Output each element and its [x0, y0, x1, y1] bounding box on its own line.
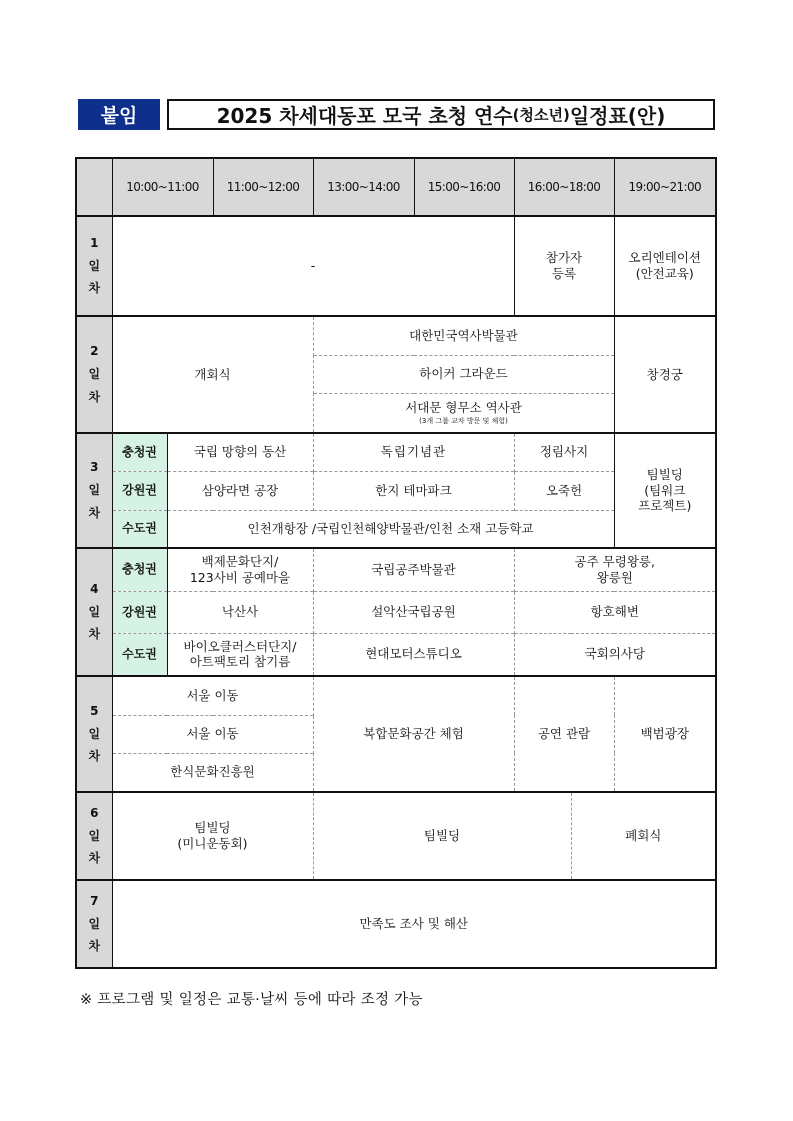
day1-orientation: 오리엔테이션 (안전교육) [614, 216, 716, 316]
col-header: 13:00~14:00 [313, 158, 414, 216]
title-main: 2025 차세대동포 모국 초청 연수 [216, 104, 513, 128]
day2-activity: 대한민국역사박물관 [313, 316, 614, 355]
day4-activity: 바이오클러스터단지/ 아트팩토리 참기름 [167, 633, 313, 676]
day3-activity: 한지 테마파크 [313, 471, 514, 510]
document-title [167, 99, 715, 130]
col-header: 11:00~12:00 [213, 158, 313, 216]
region-label: 수도권 [112, 633, 167, 676]
day2-palace: 창경궁 [614, 316, 716, 433]
day5-performance: 공연 관람 [514, 676, 614, 792]
day4-row [76, 633, 716, 676]
corner-cell [76, 158, 112, 216]
day-label: 3일차 [76, 433, 112, 548]
col-header: 16:00~18:00 [514, 158, 614, 216]
day2-note: (3개 그룹 교차 방문 및 체험) [419, 416, 508, 425]
document-header [78, 98, 715, 131]
day4-activity: 설악산국립공원 [313, 591, 514, 633]
day6-closing: 폐회식 [571, 792, 716, 880]
day5-culture: 복합문화공간 체험 [313, 676, 514, 792]
col-header: 15:00~16:00 [414, 158, 514, 216]
title-paren: (청소년) [512, 106, 570, 124]
region-label: 강원권 [112, 471, 167, 510]
day3-activity: 국립 망향의 동산 [167, 433, 313, 471]
day3-activity: 독립기념관 [313, 433, 514, 471]
day3-teambuilding: 팀빌딩 (팀워크 프로젝트) [614, 433, 716, 548]
day-label: 2일차 [76, 316, 112, 433]
day4-row [76, 591, 716, 633]
footnote: ※ 프로그램 및 일정은 교통·날씨 등에 따라 조정 가능 [80, 992, 423, 1008]
day-label: 4일차 [76, 548, 112, 676]
day-label: 7일차 [76, 880, 112, 968]
day3-activity: 오죽헌 [514, 471, 614, 510]
day4-activity: 국립공주박물관 [313, 548, 514, 591]
day1-registration: 참가자 등록 [514, 216, 614, 316]
region-label: 수도권 [112, 510, 167, 548]
day3-activity: 인천개항장 /국립인천해양박물관/인천 소재 고등학교 [167, 510, 614, 548]
day5-row [76, 676, 716, 715]
day4-activity: 공주 무령왕릉, 왕릉원 [514, 548, 716, 591]
day1-morning: - [112, 216, 514, 316]
col-header: 10:00~11:00 [112, 158, 213, 216]
day7-row [76, 880, 716, 968]
day-label: 6일차 [76, 792, 112, 880]
day5-move: 서울 이동 [112, 676, 313, 715]
day6-minigames: 팀빌딩 (미니운동회) [112, 792, 313, 880]
day-label: 1일차 [76, 216, 112, 316]
day3-row [76, 433, 716, 471]
day4-activity: 현대모터스튜디오 [313, 633, 514, 676]
region-label: 강원권 [112, 591, 167, 633]
attachment-badge: 붙임 [78, 99, 160, 130]
day2-opening: 개회식 [112, 316, 313, 433]
schedule-table [75, 157, 717, 969]
day4-row [76, 548, 716, 591]
region-label: 충청권 [112, 433, 167, 471]
day2-activity: 하이커 그라운드 [313, 355, 614, 393]
header-row [76, 158, 716, 216]
day3-activity: 정림사지 [514, 433, 614, 471]
day5-plaza: 백범광장 [614, 676, 716, 792]
day1-row [76, 216, 716, 316]
region-label: 충청권 [112, 548, 167, 591]
day6-row [76, 792, 716, 880]
day3-activity: 삼양라면 공장 [167, 471, 313, 510]
day-label: 5일차 [76, 676, 112, 792]
day2-activity: 서대문 형무소 역사관 (3개 그룹 교차 방문 및 체험) [313, 393, 614, 433]
day2-row [76, 316, 716, 355]
day4-activity: 낙산사 [167, 591, 313, 633]
day5-hansik: 한식문화진흥원 [112, 753, 313, 792]
title-tail: 일정표(안) [569, 104, 666, 128]
day4-activity: 백제문화단지/ 123사비 공예마을 [167, 548, 313, 591]
day4-activity: 항호해변 [514, 591, 716, 633]
day5-move: 서울 이동 [112, 715, 313, 753]
day7-survey: 만족도 조사 및 해산 [112, 880, 716, 968]
day6-teambuilding: 팀빌딩 [313, 792, 571, 880]
day4-activity: 국회의사당 [514, 633, 716, 676]
col-header: 19:00~21:00 [614, 158, 716, 216]
